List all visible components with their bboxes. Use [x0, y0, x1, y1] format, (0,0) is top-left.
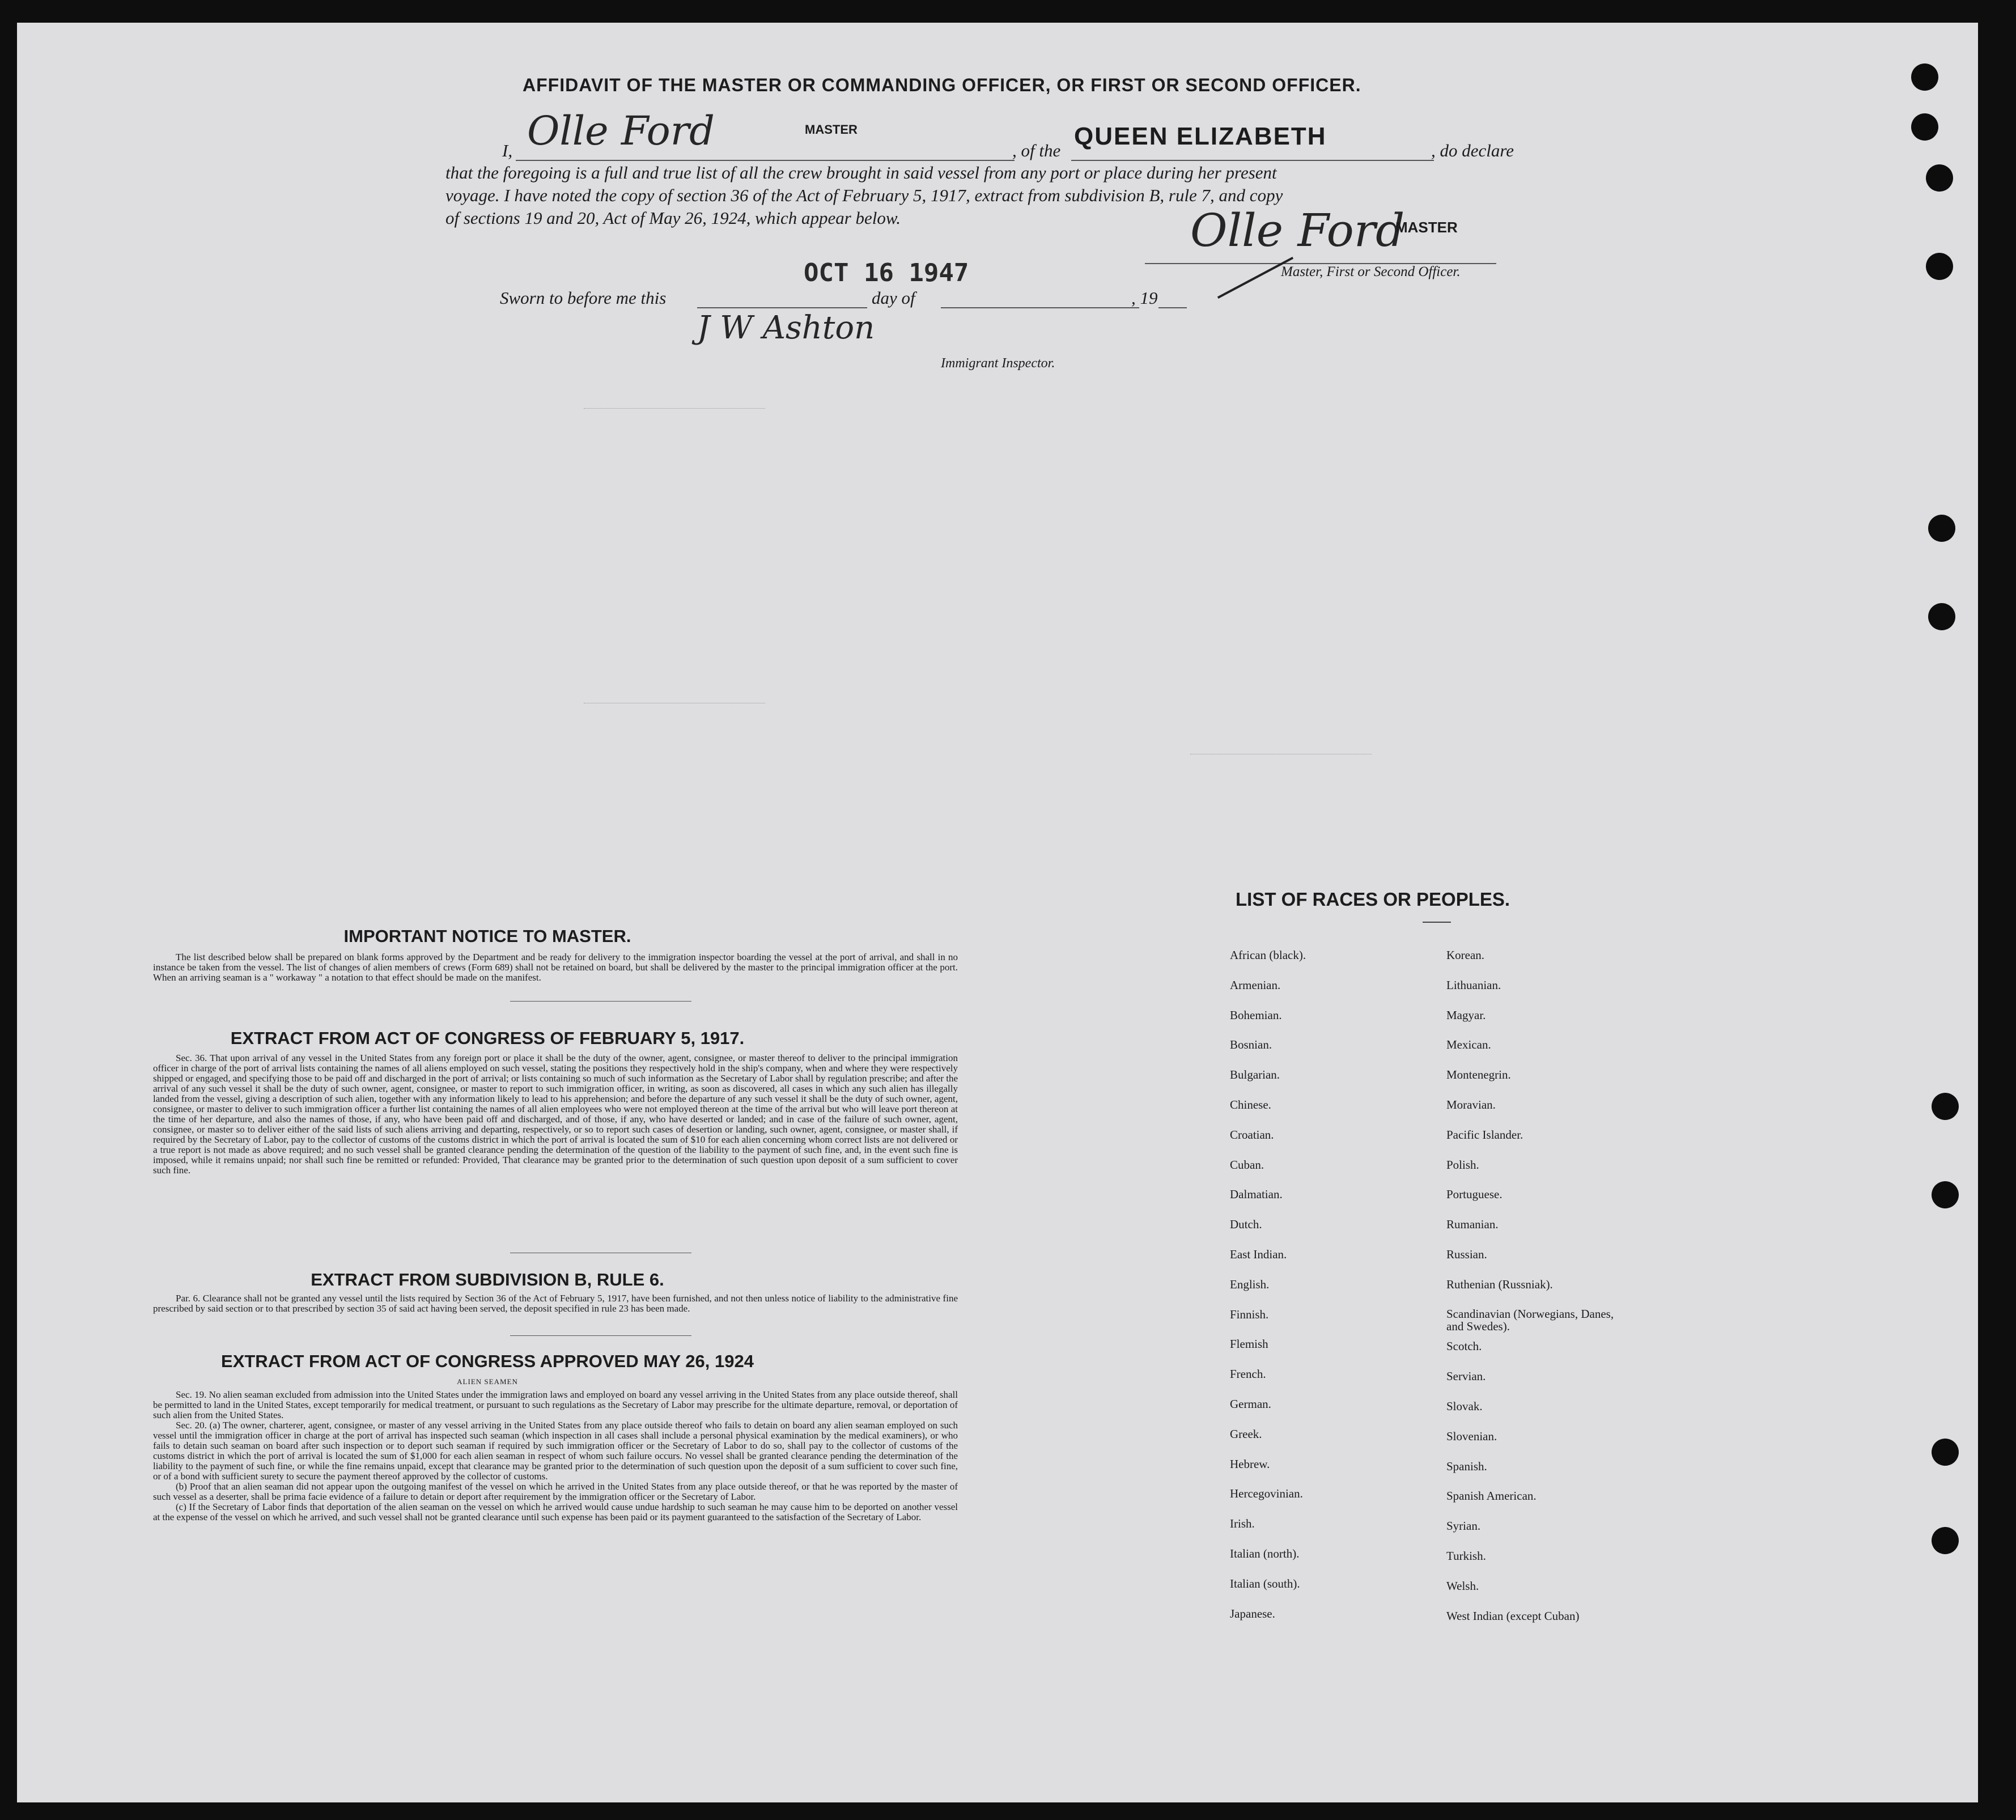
- punch-hole: [1928, 603, 1955, 630]
- document-page: [17, 23, 1978, 1802]
- race-item: Moravian.: [1446, 1098, 1496, 1111]
- race-item: Portuguese.: [1446, 1187, 1503, 1202]
- punch-hole: [1932, 1439, 1959, 1466]
- vessel-name: QUEEN ELIZABETH: [1074, 122, 1327, 150]
- race-item: Dalmatian.: [1230, 1187, 1283, 1202]
- punch-hole: [1911, 113, 1938, 141]
- race-item: Greek.: [1230, 1427, 1262, 1441]
- punch-hole: [1911, 63, 1938, 91]
- punch-hole: [1932, 1181, 1959, 1208]
- extract-1917-body: Sec. 36. That upon arrival of any vessel in the United States from any foreign port or place it shall be the duty of the owner, agent, consignee, or master thereof to deliver to the principal immigration officer in charge of the port of arrival lists containing the names of all aliens employed on such vessel, stating the positions they respectively hold in the ship's company, when and where they were respectively shipped or engaged, and specifying those to be paid off and discharged in the port of arrival; or lists containing so much of such information as the Secretary of Labor shall by regulation prescribe; and after the arrival of any such vessel it shall be the duty of such owner, agent, consignee, or master to report to such immigration officer, in writing, as soon as discovered, all cases in which any such alien has illegally landed from the vessel, giving a description of such alien, together with any information likely to lead to his apprehension; and before the departure of any such vessel it shall be the duty of such owner, agent, consignee, or master to deliver to such immigration officer a further list containing the names of all alien employees who were not employed thereon at the time of the arrival but who will leave port thereon at the time of her departure, and also the names of those, if any, who have been paid off and discharged, and of those, if any, who have deserted or landed; and in case of the failure of such owner, agent, consignee, or master so to deliver either of the said lists of such aliens arriving and departing, respectively, or so to report such cases of desertion or landing, such owner, agent, consignee, or master shall, if required by the Secretary of Labor, pay to the collector of customs of the customs district in which the port of arrival is located the sum of $10 for each alien concerning whom correct lists are not delivered or a true report is not made as above required; and no such vessel shall be granted clearance pending the determination of the question of the liability to the payment of such fine, and, in the event such fine is imposed, while it remains unpaid; nor shall such fine be remitted or refunded: Provided, That clearance may be granted prior to the determination of such question upon deposit of a sum sufficient to cover such fine.: [153, 1053, 958, 1176]
- race-item: Hebrew.: [1230, 1457, 1270, 1471]
- inspector-signature: J W Ashton: [697, 309, 875, 346]
- separator: [510, 1335, 691, 1336]
- extract-1924-title: EXTRACT FROM ACT OF CONGRESS APPROVED MAY 26, 1924: [221, 1351, 754, 1371]
- sec-20b: (b) Proof that an alien seaman did not appear upon the outgoing manifest of the vessel on which he arrived in the United States from any place outside thereof, or that he was reported by the master of such vessel as a deserter, shall be prima facie evidence of a failure to detain or deport after requirement by the immigration officer or the Secretary of Labor.: [153, 1481, 958, 1502]
- master-name-handwritten: Olle Ford: [527, 108, 715, 154]
- race-item: Bulgarian.: [1230, 1068, 1280, 1082]
- race-item: Syrian.: [1446, 1519, 1481, 1533]
- separator: [584, 408, 765, 409]
- notice-body: The list described below shall be prepared on blank forms approved by the Department and be ready for delivery to the immigration inspector boarding the vessel at the port of arrival, and shall in no instance be taken from the vessel. The list of changes of alien members of crews (Form 689) shall not be retained on board, but shall be delivered by the master to the principal immigration officer at the port. When an arriving seaman is a " workaway " a notation to that effect should be made on the manifest.: [153, 952, 958, 983]
- race-item: Ruthenian (Russniak).: [1446, 1277, 1553, 1291]
- extract-1924-subtitle: ALIEN SEAMEN: [457, 1377, 518, 1386]
- punch-hole: [1926, 164, 1953, 192]
- sec-20a: Sec. 20. (a) The owner, charterer, agent, consignee, or master of any vessel arriving in the United States from any place outside thereof who fails to detain on board any alien seaman employed on such vessel until the immigration officer in charge at the port of arrival has inspected such seaman (which inspection in all cases shall include a personal physical examination by the medical examiners), or who fails to detain such seaman on board after such inspection or to deport such seaman if required by such immigration officer or the Secretary of Labor to do so, shall pay to the collector of customs of the customs district in which the port of arrival is located the sum of $1,000 for each alien seaman in respect of whom such failure occurs. No vessel shall be granted clearance pending the determination of the liability to the payment of such fine, or while the fine remains unpaid, except that clearance may be granted prior to the determination of such question upon the deposit of a sum sufficient to cover such fine, or of a bond with sufficient surety to secure the payment thereof approved by the collector of customs.: [153, 1420, 958, 1482]
- affidavit-line-2: voyage. I have noted the copy of section 36 of the Act of February 5, 1917, extract from subdivision B, rule 7, and copy: [445, 185, 1283, 205]
- i-label: I,: [502, 141, 513, 160]
- race-item: German.: [1230, 1397, 1271, 1411]
- race-item: Slovenian.: [1446, 1429, 1497, 1443]
- race-item: Korean.: [1446, 948, 1485, 962]
- races-title-rule: [1423, 922, 1451, 923]
- do-declare-label: , do declare: [1431, 141, 1514, 160]
- date-stamp: OCT 16 1947: [804, 258, 969, 287]
- punch-hole: [1926, 253, 1953, 280]
- race-item: Slovak.: [1446, 1399, 1483, 1413]
- race-item: Pacific Islander.: [1446, 1127, 1523, 1142]
- race-item: Mexican.: [1446, 1038, 1491, 1052]
- race-item: English.: [1230, 1277, 1270, 1291]
- race-item: French.: [1230, 1367, 1266, 1381]
- race-item: Russian.: [1446, 1248, 1487, 1261]
- races-title: LIST OF RACES OR PEOPLES.: [1236, 889, 1510, 910]
- extract-1917-title: EXTRACT FROM ACT OF CONGRESS OF FEBRUARY 5, 1917.: [230, 1028, 745, 1048]
- sec-19: Sec. 19. No alien seaman excluded from admission into the United States under the immigration laws and employed on board any vessel arriving in the United States from any place outside thereof, shall be permitted to land in the United States, except temporarily for medical treatment, or pursuant to such regulations as the Secretary of Labor may prescribe for the ultimate departure, removal, or deportation of such alien from the United States.: [153, 1389, 958, 1420]
- race-item: Bosnian.: [1230, 1038, 1272, 1052]
- race-item: Spanish American.: [1446, 1489, 1537, 1503]
- race-item: Bohemian.: [1230, 1008, 1282, 1022]
- race-item: African (black).: [1230, 948, 1306, 962]
- race-item: Welsh.: [1446, 1579, 1479, 1593]
- affidavit-line-1: that the foregoing is a full and true list of all the crew brought in said vessel from any port or place during her present: [445, 163, 1277, 183]
- year-underline: [1158, 307, 1187, 308]
- subdivision-body: Par. 6. Clearance shall not be granted any vessel until the lists required by Section 36 of the Act of February 5, 1917, have been furnished, and not then unless notice of liability to the administrative fine prescribed by said section or to that prescribed by section 35 of said act having been served, the deposit specified in rule 23 has been made.: [153, 1293, 958, 1314]
- race-item: Armenian.: [1230, 978, 1281, 992]
- race-item: Magyar.: [1446, 1008, 1486, 1022]
- name-underline: [516, 160, 1015, 161]
- race-item: Scotch.: [1446, 1339, 1482, 1354]
- race-item: Polish.: [1446, 1157, 1479, 1172]
- affidavit-line-3: of sections 19 and 20, Act of May 26, 1924, which appear below.: [445, 208, 901, 228]
- race-item: West Indian (except Cuban): [1446, 1609, 1580, 1623]
- punch-hole: [1932, 1093, 1959, 1120]
- sworn-label: Sworn to before me this: [500, 288, 667, 308]
- sec-20c: (c) If the Secretary of Labor finds that deportation of the alien seaman on the vessel on which he arrived would cause undue hardship to such seaman he may cause him to be deported on another vessel at the expense of the vessel on which he arrived, and such vessel shall not be granted clearance until such expense has been paid or its payment guaranteed to the satisfaction of the Secretary of Labor.: [153, 1501, 958, 1522]
- year-prefix: , 19: [1131, 288, 1158, 308]
- race-item: Montenegrin.: [1446, 1068, 1511, 1082]
- race-item: Irish.: [1230, 1517, 1255, 1531]
- signature-caption: Master, First or Second Officer.: [1281, 264, 1461, 279]
- day-underline: [697, 307, 867, 308]
- race-item: East Indian.: [1230, 1248, 1287, 1261]
- race-item: Cuban.: [1230, 1157, 1264, 1172]
- race-item: Servian.: [1446, 1369, 1486, 1384]
- race-item: Japanese.: [1230, 1606, 1275, 1620]
- master-stamp: MASTER: [1395, 219, 1458, 236]
- race-item: Flemish: [1230, 1337, 1268, 1351]
- notice-title: IMPORTANT NOTICE TO MASTER.: [343, 926, 631, 946]
- race-item: Lithuanian.: [1446, 978, 1501, 992]
- race-item: Dutch.: [1230, 1217, 1262, 1232]
- affidavit-title: AFFIDAVIT OF THE MASTER OR COMMANDING OFFICER, OR FIRST OR SECOND OFFICER.: [523, 75, 1361, 95]
- punch-hole: [1932, 1527, 1959, 1554]
- race-item: Turkish.: [1446, 1549, 1486, 1563]
- race-item: Chinese.: [1230, 1098, 1271, 1111]
- month-underline: [941, 307, 1139, 308]
- vessel-underline: [1071, 160, 1434, 161]
- day-of-label: day of: [872, 288, 915, 308]
- race-item: Hercegovinian.: [1230, 1487, 1303, 1501]
- race-item: Finnish.: [1230, 1307, 1269, 1321]
- race-item: Croatian.: [1230, 1127, 1274, 1142]
- inspector-caption: Immigrant Inspector.: [941, 356, 1055, 371]
- race-item: Italian (north).: [1230, 1547, 1300, 1560]
- extract-1924-body: [153, 1390, 958, 1522]
- race-item: Italian (south).: [1230, 1576, 1300, 1590]
- master-stamp-small: MASTER: [805, 122, 858, 137]
- master-signature: Olle Ford: [1190, 204, 1405, 257]
- race-item: Scandinavian (Norwegians, Danes, and Swedes).: [1446, 1306, 1614, 1333]
- subdivision-title: EXTRACT FROM SUBDIVISION B, RULE 6.: [311, 1270, 664, 1289]
- punch-hole: [1928, 515, 1955, 542]
- race-item: Spanish.: [1446, 1459, 1487, 1473]
- separator: [510, 1001, 691, 1002]
- race-item: Rumanian.: [1446, 1217, 1499, 1232]
- of-the-label: , of the: [1012, 141, 1061, 160]
